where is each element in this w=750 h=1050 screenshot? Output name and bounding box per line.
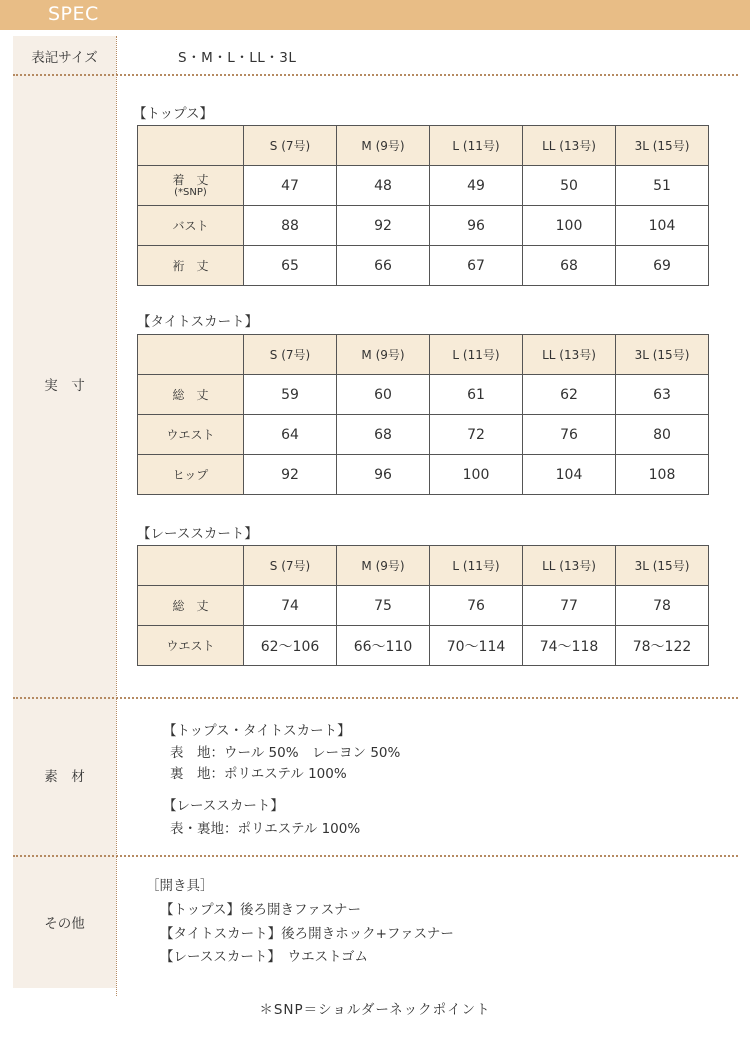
table-row: [138, 166, 709, 206]
column-header: LL (13号): [523, 335, 616, 375]
column-header: 3L (15号): [616, 546, 709, 586]
tight-skirt-size-table: [137, 334, 709, 495]
table-cell: 62: [523, 375, 616, 415]
table-cell: 66: [337, 246, 430, 286]
table-cell: 59: [244, 375, 337, 415]
separator-1: [13, 74, 738, 76]
row-header: ウエスト: [138, 626, 244, 666]
table-cell: 78: [616, 586, 709, 626]
table-cell: 63: [616, 375, 709, 415]
row-header-label: 着 丈: [172, 172, 209, 187]
table-cell: 108: [616, 455, 709, 495]
column-header: L (11号): [430, 126, 523, 166]
row-header: ウエスト: [138, 415, 244, 455]
other-line3: 【レーススカート】 ウエストゴム: [160, 949, 369, 965]
column-header: M (9号): [337, 546, 430, 586]
header-title: SPEC: [48, 3, 99, 25]
material-group2-title: 【レーススカート】: [163, 798, 284, 814]
table-row: [138, 246, 709, 286]
material-label: 素 材: [44, 769, 85, 785]
spec-header: [0, 0, 750, 30]
material-group1-line2: 裏 地：ポリエステル 100%: [170, 766, 347, 782]
table-cell: 70〜114: [430, 626, 523, 666]
material-group2-line1: 表・裏地：ポリエステル 100%: [170, 821, 361, 837]
row-header: 総 丈: [138, 586, 244, 626]
lace-skirt-size-table: [137, 545, 709, 666]
column-header: S (7号): [244, 335, 337, 375]
table-cell: 80: [616, 415, 709, 455]
table-cell: 49: [430, 166, 523, 206]
table-cell: 69: [616, 246, 709, 286]
column-header: S (7号): [244, 126, 337, 166]
table-corner: [138, 126, 244, 166]
row-header: ヒップ: [138, 455, 244, 495]
row-header: バスト: [138, 206, 244, 246]
table-cell: 104: [616, 206, 709, 246]
column-header: 3L (15号): [616, 335, 709, 375]
table-cell: 92: [244, 455, 337, 495]
table-cell: 104: [523, 455, 616, 495]
table-cell: 66〜110: [337, 626, 430, 666]
snp-footnote: ＊SNP＝ショルダーネックポイント: [259, 1002, 491, 1018]
column-header: L (11号): [430, 546, 523, 586]
size-notation: S・M・L・LL・3L: [178, 50, 297, 66]
row-header-sublabel: (*SNP): [174, 186, 207, 198]
table-cell: 62〜106: [244, 626, 337, 666]
column-header: 3L (15号): [616, 126, 709, 166]
table-cell: 88: [244, 206, 337, 246]
table-cell: 65: [244, 246, 337, 286]
table-cell: 76: [430, 586, 523, 626]
row-header: 裄 丈: [138, 246, 244, 286]
column-header: M (9号): [337, 126, 430, 166]
column-header: L (11号): [430, 335, 523, 375]
table-cell: 78〜122: [616, 626, 709, 666]
table-row: [138, 455, 709, 495]
row-header: [138, 166, 244, 206]
label-column: [13, 36, 116, 988]
table-cell: 61: [430, 375, 523, 415]
table-row: [138, 415, 709, 455]
table-cell: 75: [337, 586, 430, 626]
column-header: LL (13号): [523, 546, 616, 586]
table-row: [138, 375, 709, 415]
tops-size-table: [137, 125, 709, 286]
table-cell: 96: [337, 455, 430, 495]
vertical-divider: [116, 36, 117, 996]
material-group1-title: 【トップス・タイトスカート】: [163, 723, 351, 739]
table-cell: 100: [430, 455, 523, 495]
table-row: [138, 626, 709, 666]
separator-2: [13, 697, 738, 699]
size-label: 表記サイズ: [31, 50, 98, 66]
table-cell: 72: [430, 415, 523, 455]
table-cell: 74〜118: [523, 626, 616, 666]
table-cell: 68: [523, 246, 616, 286]
table-corner: [138, 546, 244, 586]
other-label: その他: [44, 916, 85, 932]
row-header: 総 丈: [138, 375, 244, 415]
table-cell: 92: [337, 206, 430, 246]
table-cell: 67: [430, 246, 523, 286]
table-cell: 96: [430, 206, 523, 246]
table-title-tops: 【トップス】: [133, 106, 214, 122]
table-row: [138, 206, 709, 246]
separator-3: [13, 855, 738, 857]
other-line2: 【タイトスカート】後ろ開きホック+ファスナー: [160, 926, 454, 942]
table-cell: 68: [337, 415, 430, 455]
table-cell: 76: [523, 415, 616, 455]
table-cell: 77: [523, 586, 616, 626]
other-line1: 【トップス】後ろ開きファスナー: [160, 902, 362, 918]
table-cell: 64: [244, 415, 337, 455]
table-cell: 47: [244, 166, 337, 206]
table-title-lace-skirt: 【レーススカート】: [137, 526, 258, 542]
material-group1-line1: 表 地：ウール 50% レーヨン 50%: [170, 745, 401, 761]
other-title: ［開き具］: [146, 878, 214, 894]
table-cell: 50: [523, 166, 616, 206]
table-cell: 74: [244, 586, 337, 626]
table-cell: 51: [616, 166, 709, 206]
table-cell: 100: [523, 206, 616, 246]
column-header: LL (13号): [523, 126, 616, 166]
column-header: M (9号): [337, 335, 430, 375]
measure-label: 実 寸: [44, 378, 85, 394]
table-cell: 48: [337, 166, 430, 206]
table-title-tight-skirt: 【タイトスカート】: [137, 314, 259, 330]
table-cell: 60: [337, 375, 430, 415]
table-corner: [138, 335, 244, 375]
column-header: S (7号): [244, 546, 337, 586]
table-row: [138, 586, 709, 626]
